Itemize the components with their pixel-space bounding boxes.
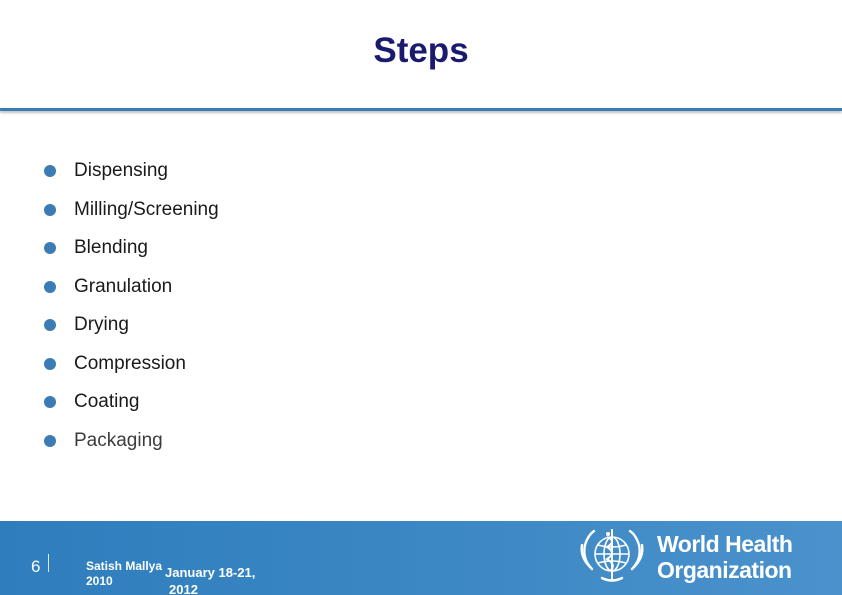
title-divider: [0, 108, 842, 111]
who-logo-wordmark: [657, 531, 792, 583]
list-item-label: Granulation: [74, 275, 173, 297]
bullet-dot-icon: [44, 319, 56, 331]
page-number-divider: [48, 554, 49, 572]
presenter-year: 2010: [86, 574, 113, 588]
list-item: [44, 268, 219, 307]
who-name-line1: World Health: [657, 531, 793, 557]
who-name-line2: Organization: [657, 557, 792, 583]
list-item-label: Milling/Screening: [74, 198, 219, 220]
bullet-dot-icon: [44, 165, 56, 177]
list-item: [44, 152, 219, 191]
list-item: [44, 345, 219, 384]
list-item: [44, 383, 219, 422]
event-date: January 18-21,: [165, 565, 256, 580]
bullet-dot-icon: [44, 435, 56, 447]
list-item: [44, 306, 219, 345]
list-item-label: Dispensing: [74, 160, 168, 181]
list-item-label: Packaging: [74, 429, 163, 451]
list-item-label: Blending: [74, 237, 148, 258]
bullet-dot-icon: [44, 358, 56, 370]
bullet-dot-icon: [44, 281, 56, 293]
list-item-label: Coating: [74, 391, 140, 412]
list-item-label: Drying: [74, 314, 129, 335]
list-item: [44, 191, 219, 230]
bullet-dot-icon: [44, 204, 56, 216]
footer-bar: [0, 521, 842, 595]
event-year: 2012: [169, 582, 198, 595]
who-emblem-icon: [572, 523, 652, 587]
page-number: 6: [31, 557, 41, 576]
presenter-name: Satish Mallya: [86, 559, 163, 573]
bullet-list: [44, 152, 219, 460]
list-item-label: Compression: [74, 352, 186, 374]
list-item: [44, 422, 219, 461]
list-item: [44, 229, 219, 268]
bullet-dot-icon: [44, 242, 56, 254]
slide-title: Steps: [373, 31, 469, 70]
bullet-dot-icon: [44, 396, 56, 408]
